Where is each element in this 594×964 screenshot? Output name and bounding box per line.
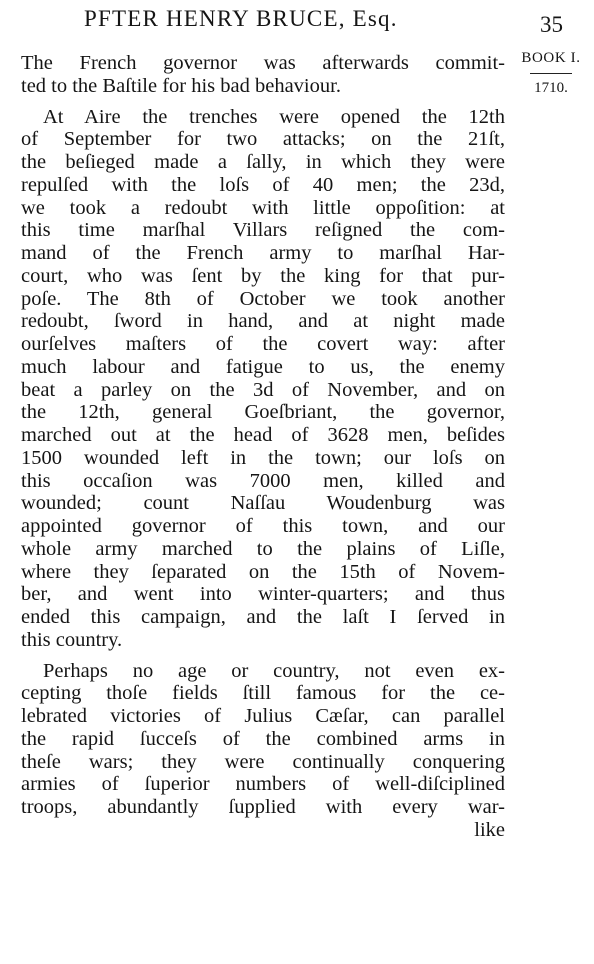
text-line: At Aire the trenches were opened the 12th — [43, 105, 505, 128]
text-line: the 12th, general Goeſbriant, the governor, — [21, 401, 505, 424]
paragraph-gap — [21, 98, 505, 106]
text-line: this occaſion was 7000 men, killed and — [21, 469, 505, 492]
margin-note — [512, 50, 590, 97]
text-line: ber, and went into winter-quarters; and thus — [21, 583, 505, 606]
text-line: Perhaps no age or country, not even ex- — [43, 659, 505, 682]
page-number: 35 — [540, 12, 563, 37]
text-line: cepting thoſe fields ſtill famous for the ce- — [21, 682, 505, 705]
text-line: this country. — [21, 628, 123, 651]
text-line: appointed governor of this town, and our — [21, 515, 505, 537]
text-line: marched out at the head of 3628 men, beſides — [21, 424, 505, 446]
text-line: ted to the Baſtile for his bad behaviour. — [21, 74, 341, 97]
text-line: The French governor was afterwards commit- — [21, 52, 505, 74]
text-line: beat a parley on the 3d of November, and on — [21, 378, 505, 401]
body-text — [21, 52, 505, 842]
text-line: poſe. The 8th of October we took another — [21, 287, 505, 310]
margin-note-year: 1710. — [534, 80, 568, 96]
text-line: wounded; count Naſſau Woudenburg was — [21, 492, 505, 515]
text-line: court, who was ſent by the king for that pur- — [21, 264, 505, 287]
text-line: troops, abundantly ſupplied with every war- — [21, 796, 505, 818]
text-line: of September for two attacks; on the 21ſt, — [21, 128, 505, 151]
text-line: theſe wars; they were continually conquering — [21, 750, 505, 773]
text-line: where they ſeparated on the 15th of Novem- — [21, 560, 505, 583]
text-line: much labour and fatigue to us, the enemy — [21, 355, 505, 378]
text-line: armies of ſuperior numbers of well-diſciplined — [21, 773, 505, 796]
text-line: the beſieged made a ſally, in which they were — [21, 151, 505, 173]
text-line: ourſelves maſters of the covert way: after — [21, 333, 505, 355]
text-line: this time marſhal Villars reſigned the com- — [21, 219, 505, 242]
catchword: like — [474, 818, 505, 841]
running-title: PFTER HENRY BRUCE, Esq. — [84, 6, 398, 31]
margin-note-rule — [530, 73, 572, 74]
text-line: repulſed with the loſs of 40 men; the 23d, — [21, 173, 505, 196]
margin-note-book: BOOK I. — [521, 50, 581, 66]
text-line: 1500 wounded left in the town; our loſs on — [21, 446, 505, 469]
text-line: mand of the French army to marſhal Har- — [21, 242, 505, 264]
text-line: redoubt, ſword in hand, and at night made — [21, 310, 505, 333]
text-line: lebrated victories of Julius Cæſar, can parallel — [21, 705, 505, 727]
text-line: we took a redoubt with little oppoſition: at — [21, 196, 505, 219]
text-line: whole army marched to the plains of Liſle, — [21, 537, 505, 560]
text-line: ended this campaign, and the laſt I ſerved in — [21, 606, 505, 628]
text-line: the rapid ſucceſs of the combined arms in — [21, 727, 505, 750]
paragraph-gap — [21, 652, 505, 660]
